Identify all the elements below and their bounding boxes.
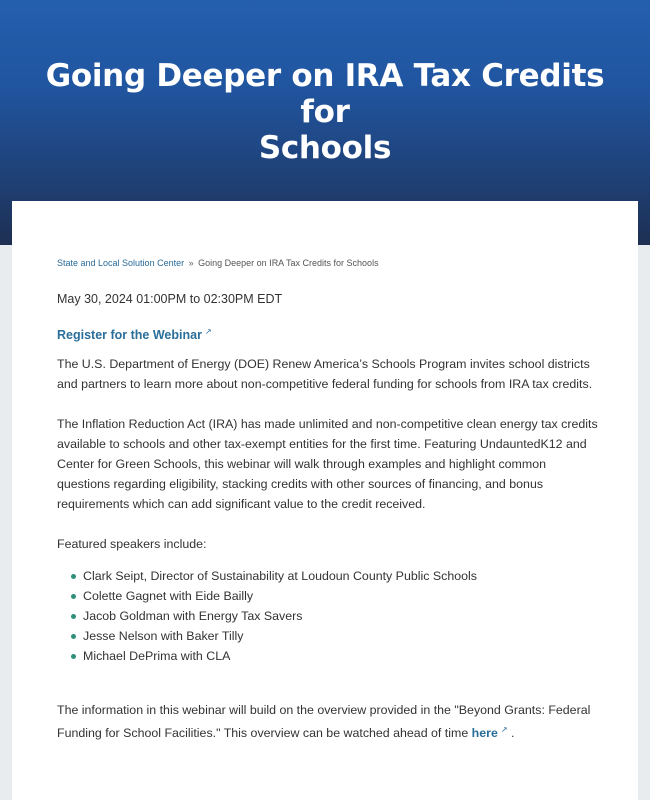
page-title	[40, 58, 610, 166]
details-paragraph: The Inflation Reduction Act (IRA) has made unlimited and non-competitive clean energy tax credits available to schools and other tax-exempt entities for the first time. Featuring UndauntedK12 and Center for Green Schools, this webinar will walk through examples and highlight common questions regarding eligibility, stacking credits with other sources of financing, and bonus requirements which can add significant value to the credit received.	[57, 417, 598, 512]
event-date: May 30, 2024 01:00PM to 02:30PM EDT	[57, 292, 283, 306]
overview-here-link[interactable]	[472, 726, 508, 740]
overview-paragraph	[57, 700, 602, 743]
breadcrumb-current: Going Deeper on IRA Tax Credits for Schools	[198, 258, 379, 268]
breadcrumb	[57, 257, 602, 269]
register-webinar-label: Register for the Webinar	[57, 328, 202, 343]
intro-paragraph: The U.S. Department of Energy (DOE) Renew America’s Schools Program invites school districts and partners to learn more about non-competitive federal funding for schools from IRA tax credits.	[57, 357, 593, 392]
speaker-item: Clark Seipt, Director of Sustainability at Loudoun County Public Schools	[71, 566, 602, 586]
speaker-item: Colette Gagnet with Eide Bailly	[71, 586, 602, 606]
page-title-line-2: Schools	[258, 130, 392, 166]
external-link-icon: ↗	[204, 327, 212, 336]
breadcrumb-separator: »	[188, 258, 194, 268]
register-webinar-link[interactable]	[57, 324, 212, 343]
speakers-list	[57, 566, 602, 666]
speaker-item: Jacob Goldman with Energy Tax Savers	[71, 606, 602, 626]
overview-text: The information in this webinar will build on the overview provided in the "Beyond Grants: Federal Funding for School Facilities." This overview can be watched ahead of time	[57, 703, 591, 741]
overview-here-label: here	[471, 726, 498, 741]
external-link-icon: ↗	[500, 725, 508, 735]
main-content	[57, 257, 602, 743]
page-title-line-1: Going Deeper on IRA Tax Credits for	[45, 58, 605, 130]
speaker-item: Jesse Nelson with Baker Tilly	[71, 626, 602, 646]
speakers-intro: Featured speakers include:	[57, 537, 207, 552]
content-card	[12, 201, 638, 800]
speaker-item: Michael DePrima with CLA	[71, 646, 602, 666]
breadcrumb-parent-link[interactable]: State and Local Solution Center	[57, 258, 185, 268]
overview-end: .	[511, 726, 515, 741]
